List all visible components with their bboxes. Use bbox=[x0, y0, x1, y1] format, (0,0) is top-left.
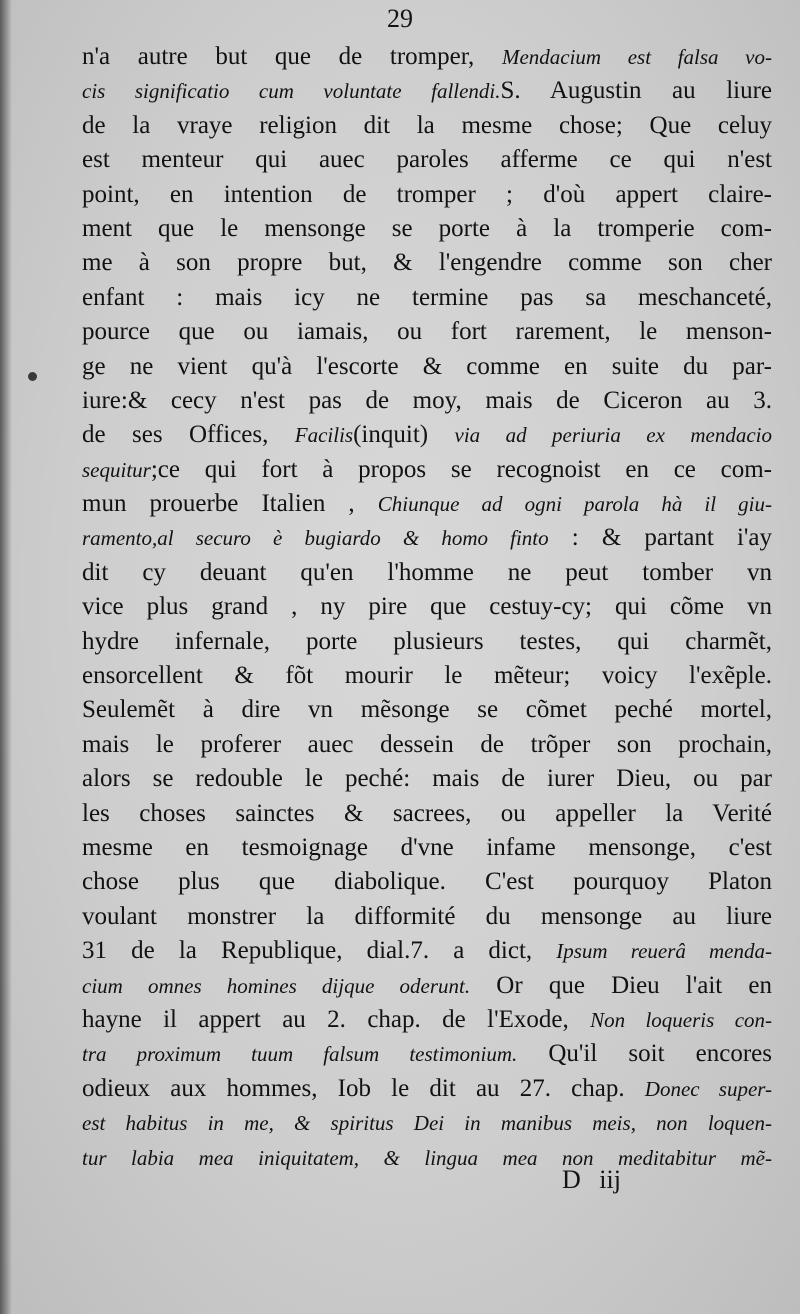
italic-text: cium omnes homines dijque oderunt. bbox=[82, 973, 471, 998]
text-line bbox=[82, 1141, 772, 1175]
roman-text: me à son propre but, & l'engendre comme son cher bbox=[82, 249, 772, 277]
italic-text: Chiunque ad ogni parola hà il giu- bbox=[377, 492, 772, 517]
text-line bbox=[82, 384, 772, 418]
roman-text: mais le proferer auec dessein de trõper son prochain, bbox=[82, 730, 772, 758]
roman-text: iure:& cecy n'est pas de moy, mais de Ciceron au 3. bbox=[82, 386, 772, 414]
text-line bbox=[82, 246, 772, 280]
roman-text: hayne il appert au 2. chap. de l'Exode, bbox=[82, 1005, 591, 1033]
roman-text: hydre infernale, porte plusieurs testes, qui charmẽt, bbox=[82, 627, 772, 655]
roman-text: mun prouerbe Italien , bbox=[82, 490, 378, 518]
roman-text: n'a autre but que de tromper, bbox=[82, 43, 502, 70]
italic-text: est habitus in me, & spiritus Dei in manibus meis, non loquen- bbox=[82, 1111, 772, 1136]
roman-text: chose plus que diabolique. C'est pourquoy Platon bbox=[82, 868, 772, 896]
roman-text: Qu'il soit encores bbox=[517, 1040, 772, 1068]
roman-text: ;ce qui fort à propos se recognoist en ce com- bbox=[150, 455, 772, 483]
roman-text: Or que Dieu l'ait en bbox=[470, 971, 772, 999]
text-line bbox=[82, 74, 772, 108]
roman-text: 31 de la Republique, dial.7. a dict, bbox=[82, 937, 557, 965]
roman-text: ment que le mensonge se porte à la tromperie com- bbox=[82, 214, 772, 242]
roman-text: vice plus grand , ny pire que cestuy-cy; qui cõme vn bbox=[82, 593, 772, 621]
text-line bbox=[82, 143, 772, 177]
roman-text: ge ne vient qu'à l'escorte & comme en suite du par- bbox=[82, 352, 772, 380]
text-line bbox=[82, 1003, 772, 1037]
text-line bbox=[82, 1072, 772, 1106]
italic-text: sequitur bbox=[82, 457, 151, 482]
roman-text: point, en intention de tromper ; d'où appert claire- bbox=[82, 180, 772, 208]
roman-text: ensorcellent & fõt mourir le mẽteur; voicy l'exẽple. bbox=[82, 662, 772, 690]
roman-text: est menteur qui auec paroles afferme ce qui n'est bbox=[82, 146, 772, 174]
roman-text: de ses Offices, bbox=[82, 421, 295, 449]
roman-text: dit cy deuant qu'en l'homme ne peut tomber vn bbox=[82, 558, 772, 586]
body-text bbox=[82, 40, 772, 1175]
italic-text: Non loqueris con- bbox=[590, 1007, 773, 1032]
text-line bbox=[82, 762, 772, 796]
roman-text: les choses sainctes & sacrees, ou appeller la Verité bbox=[82, 799, 772, 827]
roman-text: odieux aux hommes, Iob le dit au 27. chap. bbox=[82, 1074, 645, 1102]
text-line bbox=[82, 40, 772, 74]
ink-blot bbox=[28, 372, 37, 381]
roman-text: : & partant i'ay bbox=[548, 524, 772, 552]
text-line bbox=[82, 693, 772, 727]
text-line bbox=[82, 969, 772, 1003]
text-line bbox=[82, 900, 772, 934]
italic-text: Facilis bbox=[294, 423, 354, 448]
italic-text: tur labia mea iniquitatem, & lingua mea non meditabitur mẽ- bbox=[82, 1145, 772, 1170]
roman-text: enfant : mais icy ne termine pas sa meschanceté, bbox=[82, 283, 772, 311]
text-line bbox=[82, 865, 772, 899]
roman-text: mesme en tesmoignage d'vne infame mensonge, c'est bbox=[82, 833, 772, 861]
roman-text: alors se redouble le peché: mais de iurer Dieu, ou par bbox=[82, 765, 772, 793]
roman-text: (inquit) bbox=[353, 421, 455, 449]
text-line bbox=[82, 590, 772, 624]
text-line bbox=[82, 659, 772, 693]
roman-text: S. Augustin au liure bbox=[500, 77, 773, 105]
page-number: 29 bbox=[387, 4, 413, 33]
signature-mark: D iij bbox=[562, 1165, 621, 1194]
italic-text: Mendacium est falsa vo- bbox=[501, 45, 772, 69]
roman-text: pource que ou iamais, ou fort rarement, le menson- bbox=[82, 318, 772, 346]
italic-text: cis significatio cum voluntate fallendi. bbox=[82, 79, 501, 104]
text-line bbox=[82, 728, 772, 762]
italic-text: ramento,al securo è bugiardo & homo finto bbox=[82, 526, 549, 551]
text-line bbox=[82, 315, 772, 349]
text-line bbox=[82, 1037, 772, 1071]
text-line bbox=[82, 281, 772, 315]
text-line bbox=[82, 625, 772, 659]
italic-text: Donec super- bbox=[644, 1076, 773, 1101]
roman-text: de la vraye religion dit la mesme chose; Que celuy bbox=[82, 111, 772, 139]
text-line bbox=[82, 831, 772, 865]
text-line bbox=[82, 350, 772, 384]
text-line bbox=[82, 1106, 772, 1140]
text-line bbox=[82, 934, 772, 968]
text-line bbox=[82, 521, 772, 555]
text-line bbox=[82, 212, 772, 246]
text-line bbox=[82, 453, 772, 487]
text-line bbox=[82, 556, 772, 590]
text-line bbox=[82, 178, 772, 212]
italic-text: tra proximum tuum falsum testimonium. bbox=[82, 1042, 518, 1067]
text-line bbox=[82, 487, 772, 521]
text-line bbox=[82, 418, 772, 452]
italic-text: Ipsum reuerâ menda- bbox=[556, 939, 772, 964]
roman-text: voulant monstrer la difformité du mensonge au liure bbox=[82, 902, 772, 930]
roman-text: Seulemẽt à dire vn mẽsonge se cõmet peché mortel, bbox=[82, 696, 772, 724]
italic-text: via ad periuria ex mendacio bbox=[454, 423, 772, 448]
text-line bbox=[82, 797, 772, 831]
text-line bbox=[82, 109, 772, 143]
